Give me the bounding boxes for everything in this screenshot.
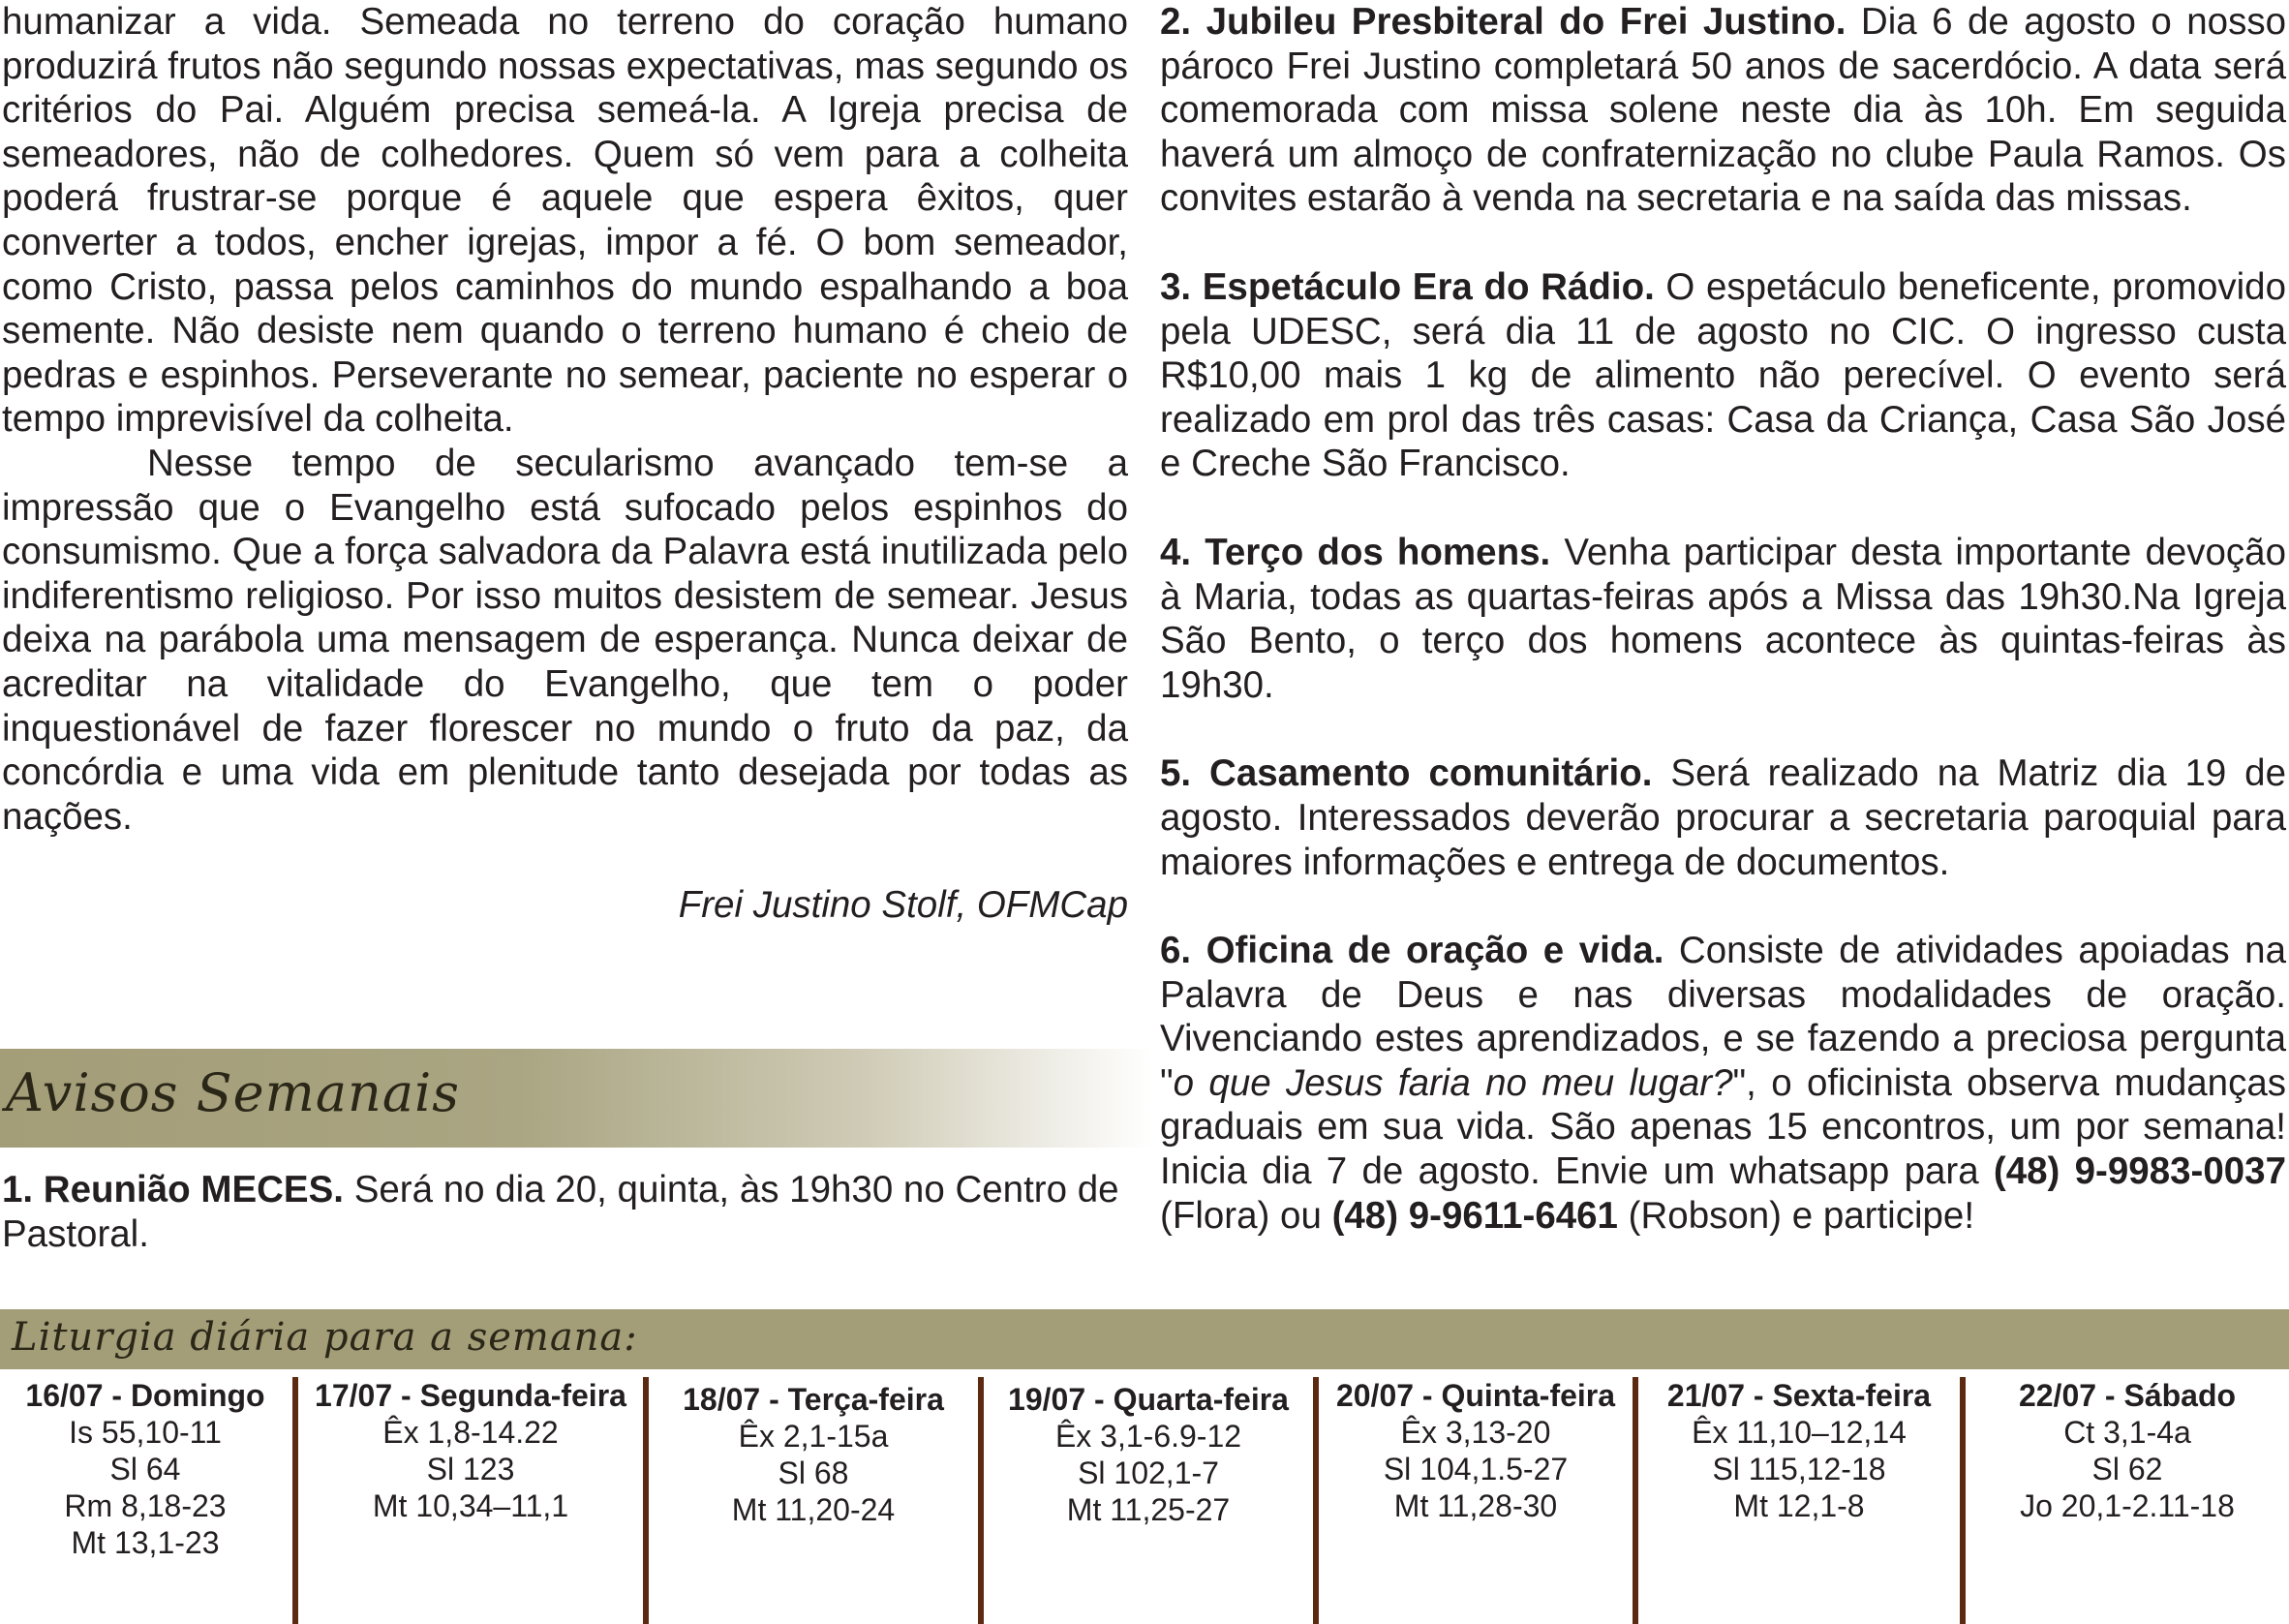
liturgy-reading: Sl 62	[2091, 1452, 2163, 1486]
liturgy-day	[1638, 1377, 1960, 1524]
column-divider	[978, 1377, 984, 1624]
liturgy-day-header: 19/07 - Quarta-feira	[1008, 1382, 1289, 1417]
liturgy-reading: Êx 3,13-20	[1400, 1415, 1551, 1450]
liturgy-days	[0, 1377, 2289, 1624]
liturgy-day	[984, 1377, 1313, 1528]
notice-1	[2, 1168, 1128, 1256]
liturgy-reading: Êx 11,10–12,14	[1692, 1415, 1907, 1450]
notice-6-question: o que Jesus faria no meu lugar?	[1173, 1061, 1733, 1104]
liturgy-reading: Êx 3,1-6.9-12	[1054, 1419, 1242, 1454]
avisos-heading: Avisos Semanais	[6, 1062, 460, 1123]
liturgy-reading: Sl 102,1-7	[1078, 1455, 1219, 1490]
liturgy-day-header: 16/07 - Domingo	[25, 1378, 265, 1413]
column-divider	[1960, 1377, 1966, 1624]
notice-6-text-3: (Flora) ou	[1160, 1194, 1332, 1237]
column-divider	[292, 1377, 298, 1624]
avisos-heading-band	[0, 1049, 1152, 1148]
liturgy-day	[298, 1377, 643, 1524]
liturgy-day	[1966, 1377, 2289, 1524]
notice-3-title: 3. Espetáculo Era do Rádio.	[1160, 265, 1655, 308]
notice-5	[1160, 751, 2286, 884]
author-signature: Frei Justino Stolf, OFMCap	[678, 884, 1128, 927]
notice-6-text-4: (Robson) e participe!	[1617, 1194, 1975, 1237]
notice-2	[1160, 0, 2286, 221]
notice-4	[1160, 531, 2286, 707]
liturgy-reading: Mt 11,28-30	[1393, 1488, 1558, 1523]
notice-4-title: 4. Terço dos homens.	[1160, 531, 1551, 573]
right-column	[1160, 0, 2286, 1238]
notice-6-text-1: Consiste de atividades apoiadas na Palavra de Deus e nas diversas modalidades de oração. Vivenciando estes aprendizados, e se fazendo a preciosa pergunta "	[1160, 930, 2287, 1104]
liturgy-reading: Sl 68	[778, 1455, 849, 1490]
notice-6-phone-1: (48) 9-9983-0037	[1993, 1150, 2286, 1193]
liturgy-reading: Sl 64	[109, 1452, 181, 1486]
reflection-paragraph-1: humanizar a vida. Semeada no terreno do coração humano produzirá frutos não segundo nossas expectativas, mas segundo os critérios do Pai. Alguém precisa semeá-la. A Igreja precisa de semeadores, não de colhedores. Quem só vem para a colheita poderá frustrar-se porque é aquele que espera êxitos, quer converter a todos, encher igrejas, impor a fé. O bom semeador, como Cristo, passa pelos caminhos do mundo espalhando a boa semente. Não desiste nem quando o terreno humano é cheio de pedras e espinhos. Perseverante no semear, paciente no esperar o tempo imprevisível da colheita.	[2, 1, 1128, 441]
liturgy-reading: Mt 12,1-8	[1733, 1488, 1865, 1523]
liturgy-reading: Mt 11,20-24	[731, 1492, 896, 1527]
liturgy-day	[1319, 1377, 1633, 1524]
notice-6-text-2: ", o oficinista observa mudanças graduais em sua vida. São apenas 15 encontros, um por semana! Inicia dia 7 de agosto. Envie um whatsapp para	[1160, 1061, 2286, 1193]
notice-3	[1160, 265, 2286, 486]
liturgy-reading: Ct 3,1-4a	[2063, 1415, 2191, 1450]
column-divider	[1313, 1377, 1319, 1624]
liturgy-reading: Êx 2,1-15a	[738, 1419, 889, 1454]
liturgy-heading-band	[0, 1309, 2289, 1369]
notice-2-text: Dia 6 de agosto o nosso pároco Frei Justino completará 50 anos de sacerdócio. A data será comemorada com missa solene neste dia às 10h. Em seguida haverá um almoço de confraternização no clube Paula Ramos. Os convites estarão à venda na secretaria e na saída das missas.	[1160, 1, 2286, 220]
notice-3-text: O espetáculo beneficente, promovido pela UDESC, será dia 11 de agosto no CIC. O ingresso custa R$10,00 mais 1 kg de alimento não perecível. O evento será realizado em prol das três casas: Casa da Criança, Casa São José e Creche São Francisco.	[1160, 265, 2286, 485]
liturgy-day-header: 21/07 - Sexta-feira	[1666, 1378, 1932, 1413]
liturgy-reading: Rm 8,18-23	[64, 1488, 227, 1523]
notice-2-title: 2. Jubileu Presbiteral do Frei Justino.	[1160, 1, 1846, 43]
liturgy-heading: Liturgia diária para a semana:	[12, 1315, 638, 1360]
column-divider	[643, 1377, 649, 1624]
liturgy-day-header: 17/07 - Segunda-feira	[315, 1378, 626, 1413]
notice-5-text: Será realizado na Matriz dia 19 de agosto. Interessados deverão procurar a secretaria paroquial para maiores informações e entrega de documentos.	[1160, 752, 2287, 883]
notice-6-title: 6. Oficina de oração e vida.	[1160, 930, 1664, 972]
liturgy-reading: Sl 115,12-18	[1712, 1452, 1886, 1486]
liturgy-reading: Jo 20,1-2.11-18	[2020, 1488, 2235, 1523]
notice-6	[1160, 929, 2286, 1238]
liturgy-reading: Mt 10,34–11,1	[372, 1488, 569, 1523]
notice-6-phone-2: (48) 9-9611-6461	[1331, 1194, 1618, 1237]
liturgy-day-header: 18/07 - Terça-feira	[683, 1382, 944, 1417]
liturgy-reading: Êx 1,8-14.22	[382, 1415, 559, 1450]
liturgy-reading: Is 55,10-11	[69, 1415, 222, 1450]
liturgy-day	[0, 1377, 290, 1561]
column-divider	[1633, 1377, 1638, 1624]
notice-1-title: 1. Reunião MECES.	[2, 1169, 344, 1210]
reflection-paragraph-2: Nesse tempo de secularismo avançado tem-se a impressão que o Evangelho está sufocado pelos espinhos do consumismo. Que a força salvadora da Palavra está inutilizada pelo indiferentismo religioso. Por isso muitos desistem de semear. Jesus deixa na parábola uma mensagem de esperança. Nunca deixar de acreditar na vitalidade do Evangelho, que tem o poder inquestionável de fazer florescer no mundo o fruto da paz, da concórdia e uma vida em plenitude tanto desejada por todas as nações.	[2, 442, 1128, 838]
liturgy-reading: Sl 104,1.5-27	[1383, 1452, 1569, 1486]
liturgy-reading: Sl 123	[426, 1452, 515, 1486]
left-column	[2, 0, 1128, 928]
liturgy-reading: Mt 13,1-23	[71, 1525, 220, 1560]
liturgy-day-header: 22/07 - Sábado	[2018, 1378, 2237, 1413]
liturgy-day-header: 20/07 - Quinta-feira	[1335, 1378, 1616, 1413]
notice-4-text: Venha participar desta importante devoção à Maria, todas as quartas-feiras após a Missa das 19h30.Na Igreja São Bento, o terço dos homens acontece às quintas-feiras às 19h30.	[1160, 531, 2287, 706]
liturgy-reading: Mt 11,25-27	[1066, 1492, 1231, 1527]
liturgy-day	[649, 1377, 978, 1528]
notice-1-text: Será no dia 20, quinta, às 19h30 no Centro de Pastoral.	[2, 1169, 1119, 1255]
notice-5-title: 5. Casamento comunitário.	[1160, 752, 1653, 795]
